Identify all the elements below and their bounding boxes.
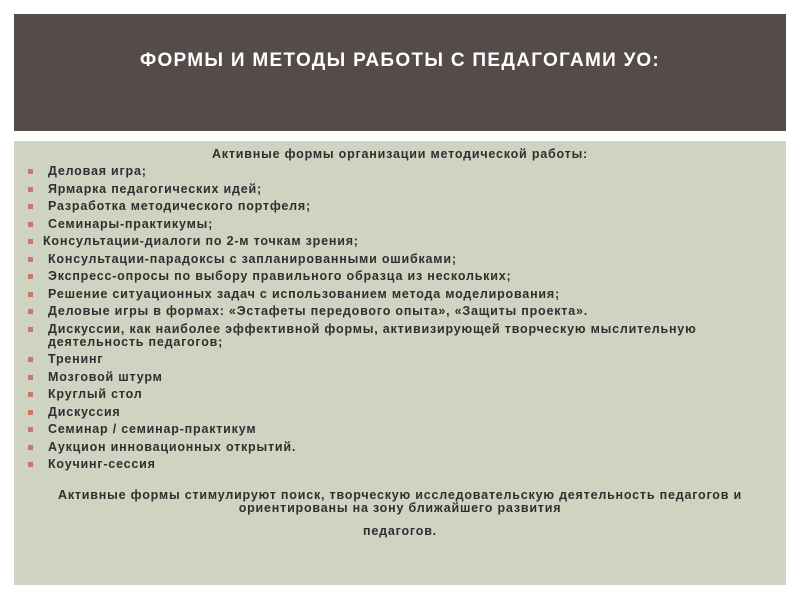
square-bullet-icon bbox=[28, 169, 33, 174]
list-item: Деловые игры в формах: «Эстафеты передового опыта», «Защиты проекта». bbox=[26, 305, 766, 318]
list-item: Круглый стол bbox=[26, 388, 766, 401]
square-bullet-icon bbox=[28, 445, 33, 450]
list-item: Разработка методического портфеля; bbox=[26, 200, 766, 213]
list-item: Тренинг bbox=[26, 353, 766, 366]
square-bullet-icon bbox=[28, 309, 33, 314]
square-bullet-icon bbox=[28, 257, 33, 262]
square-bullet-icon bbox=[28, 327, 33, 332]
summary-text bbox=[24, 489, 776, 538]
content-heading: Активные формы организации методической работы: bbox=[211, 147, 589, 161]
slide-title: ФОРМЫ И МЕТОДЫ РАБОТЫ С ПЕДАГОГАМИ УО: bbox=[139, 50, 661, 71]
square-bullet-icon bbox=[28, 392, 33, 397]
list-item: Ярмарка педагогических идей; bbox=[26, 183, 766, 196]
square-bullet-icon bbox=[28, 292, 33, 297]
list-item: Семинары-практикумы; bbox=[26, 218, 766, 231]
summary-line-1: Активные формы стимулируют поиск, творческую исследовательскую деятельность педагогов и ориентированы на зону ближайшего развития bbox=[58, 488, 742, 515]
square-bullet-icon bbox=[28, 274, 33, 279]
list-item: Решение ситуационных задач с использованием метода моделирования; bbox=[26, 288, 766, 301]
square-bullet-icon bbox=[28, 357, 33, 362]
square-bullet-icon bbox=[28, 462, 33, 467]
list-item: Мозговой штурм bbox=[26, 371, 766, 384]
list-item: Консультации-парадоксы с запланированными ошибками; bbox=[26, 253, 766, 266]
summary-line-2: педагогов. bbox=[363, 524, 437, 538]
list-item: Семинар / семинар-практикум bbox=[26, 423, 766, 436]
list-item: Консультации-диалоги по 2-м точкам зрения; bbox=[26, 235, 766, 248]
list-item: Экспресс-опросы по выбору правильного образца из нескольких; bbox=[26, 270, 766, 283]
list-item: Дискуссия bbox=[26, 406, 766, 419]
title-bar bbox=[14, 14, 786, 131]
square-bullet-icon bbox=[28, 204, 33, 209]
square-bullet-icon bbox=[28, 375, 33, 380]
square-bullet-icon bbox=[28, 410, 33, 415]
forms-list bbox=[26, 165, 766, 476]
list-item: Коучинг-сессия bbox=[26, 458, 766, 471]
content-panel bbox=[14, 141, 786, 585]
square-bullet-icon bbox=[28, 427, 33, 432]
square-bullet-icon bbox=[28, 187, 33, 192]
square-bullet-icon bbox=[28, 239, 33, 244]
square-bullet-icon bbox=[28, 222, 33, 227]
list-item: Аукцион инновационных открытий. bbox=[26, 441, 766, 454]
list-item: Деловая игра; bbox=[26, 165, 766, 178]
list-item: Дискуссии, как наиболее эффективной формы, активизирующей творческую мыслительную деятельность педагогов; bbox=[26, 323, 766, 349]
